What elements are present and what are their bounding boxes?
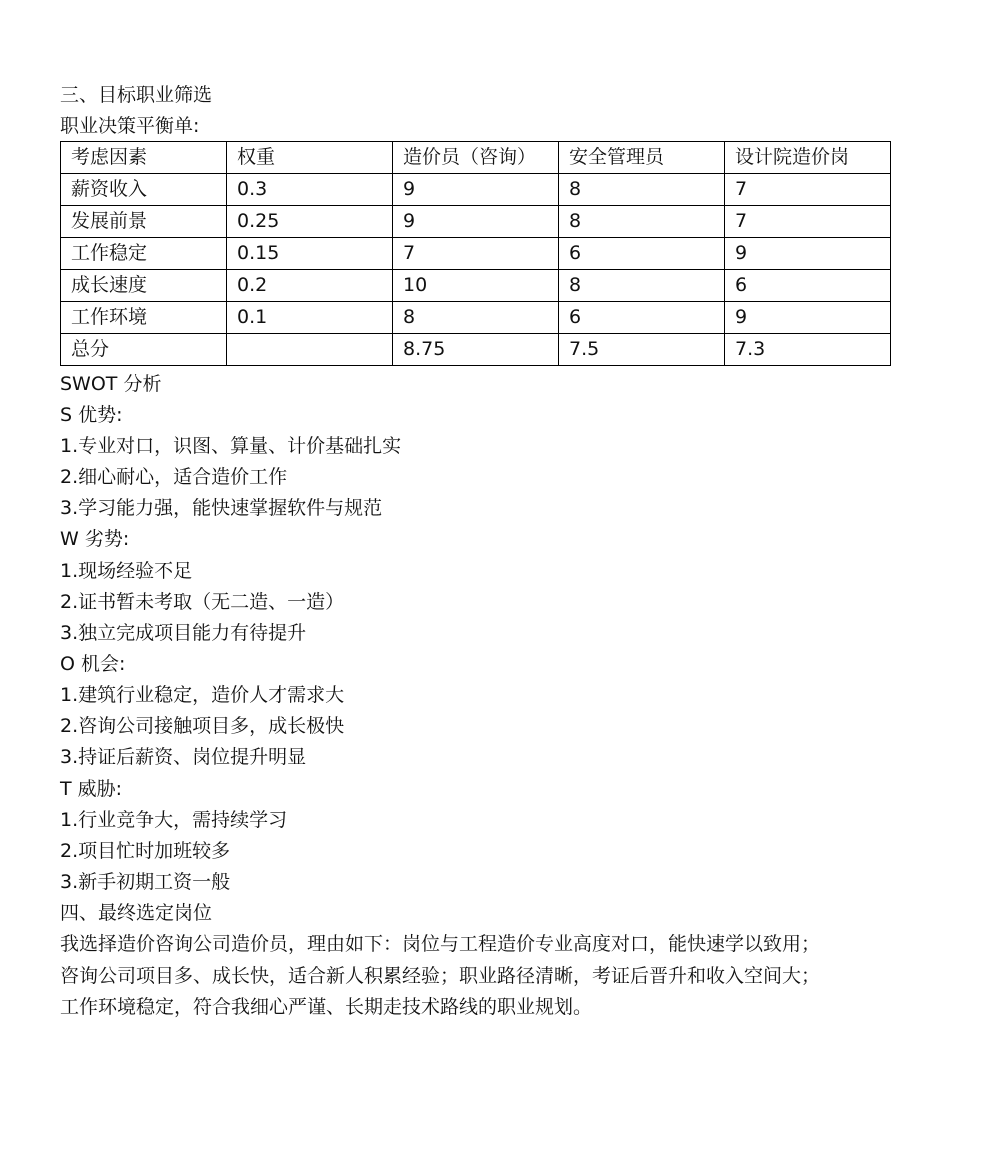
- table-cell: 8: [393, 302, 559, 334]
- threat-item: 1.行业竞争大，需持续学习: [60, 809, 288, 831]
- header-cell: 考虑因素: [61, 142, 227, 174]
- threats-title: T 威胁:: [60, 778, 123, 800]
- strength-item: 1.专业对口，识图、算量、计价基础扎实: [60, 435, 402, 457]
- opportunities-title: O 机会:: [60, 653, 126, 675]
- table-cell: [227, 334, 393, 366]
- table-cell: 7: [393, 238, 559, 270]
- weakness-item: 3.独立完成项目能力有待提升: [60, 622, 307, 644]
- total-row: [61, 334, 891, 366]
- opportunity-item: 2.咨询公司接触项目多，成长极快: [60, 715, 345, 737]
- table-cell: 总分: [61, 334, 227, 366]
- header-cell: 造价员（咨询）: [393, 142, 559, 174]
- table-cell: 薪资收入: [61, 174, 227, 206]
- header-cell: 安全管理员: [559, 142, 725, 174]
- table-cell: 8: [559, 206, 725, 238]
- table-cell: 0.3: [227, 174, 393, 206]
- table-cell: 9: [725, 238, 891, 270]
- table-cell: 6: [725, 270, 891, 302]
- table-cell: 7: [725, 174, 891, 206]
- table-cell: 工作环境: [61, 302, 227, 334]
- table-cell: 0.25: [227, 206, 393, 238]
- table-cell: 9: [393, 174, 559, 206]
- conclusion-line: 我选择造价咨询公司造价员，理由如下：岗位与工程造价专业高度对口，能快速学以致用；: [60, 933, 821, 955]
- table-cell: 10: [393, 270, 559, 302]
- table-row: [61, 270, 891, 302]
- table-caption: 职业决策平衡单:: [60, 115, 200, 137]
- table-cell: 7.5: [559, 334, 725, 366]
- swot-title: SWOT 分析: [60, 373, 162, 395]
- threat-item: 2.项目忙时加班较多: [60, 840, 231, 862]
- header-cell: 设计院造价岗: [725, 142, 891, 174]
- table-cell: 成长速度: [61, 270, 227, 302]
- table-cell: 0.15: [227, 238, 393, 270]
- opportunity-item: 1.建筑行业稳定，造价人才需求大: [60, 684, 345, 706]
- table-cell: 0.2: [227, 270, 393, 302]
- weakness-item: 1.现场经验不足: [60, 560, 193, 582]
- table-cell: 发展前景: [61, 206, 227, 238]
- table-cell: 工作稳定: [61, 238, 227, 270]
- table-cell: 7.3: [725, 334, 891, 366]
- weaknesses-title: W 劣势:: [60, 528, 130, 550]
- weakness-item: 2.证书暂未考取（无二造、一造）: [60, 591, 345, 613]
- table-row: [61, 238, 891, 270]
- strength-item: 2.细心耐心，适合造价工作: [60, 466, 288, 488]
- section-heading-4: 四、最终选定岗位: [60, 902, 213, 924]
- table-cell: 8: [559, 270, 725, 302]
- threat-item: 3.新手初期工资一般: [60, 871, 231, 893]
- table-cell: 6: [559, 302, 725, 334]
- conclusion-line: 工作环境稳定，符合我细心严谨、长期走技术路线的职业规划。: [60, 996, 593, 1018]
- table-row: [61, 174, 891, 206]
- table-cell: 8: [559, 174, 725, 206]
- table-header-row: [61, 142, 891, 174]
- section-heading-3: 三、目标职业筛选: [60, 84, 213, 106]
- table-cell: 7: [725, 206, 891, 238]
- table-row: [61, 206, 891, 238]
- table-cell: 0.1: [227, 302, 393, 334]
- table-row: [61, 302, 891, 334]
- opportunity-item: 3.持证后薪资、岗位提升明显: [60, 746, 307, 768]
- strengths-title: S 优势:: [60, 404, 123, 426]
- decision-balance-table: [60, 141, 891, 366]
- strength-item: 3.学习能力强，能快速掌握软件与规范: [60, 497, 383, 519]
- table-cell: 8.75: [393, 334, 559, 366]
- table-cell: 6: [559, 238, 725, 270]
- header-cell: 权重: [227, 142, 393, 174]
- table-cell: 9: [393, 206, 559, 238]
- table-cell: 9: [725, 302, 891, 334]
- conclusion-line: 咨询公司项目多、成长快，适合新人积累经验；职业路径清晰，考证后晋升和收入空间大；: [60, 965, 821, 987]
